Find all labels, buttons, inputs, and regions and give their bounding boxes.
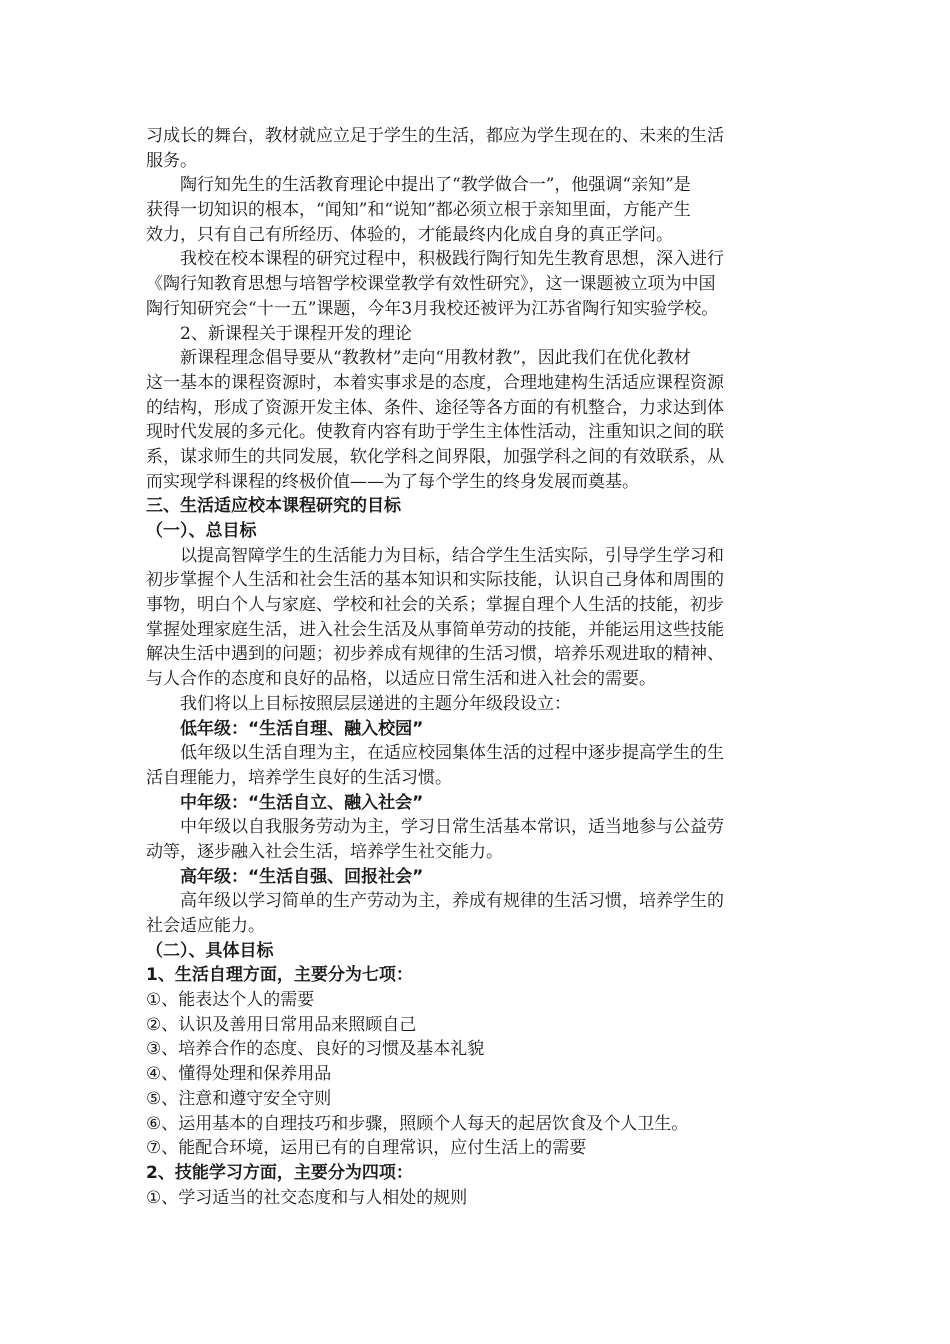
paragraph-line: 现时代发展的多元化。使教育内容有助于学生主体性活动，注重知识之间的联	[146, 422, 724, 443]
paragraph-line: 与人合作的态度和良好的品格，以适应日常生活和进入社会的需要。	[146, 669, 656, 690]
heading-line: 三、生活适应校本课程研究的目标	[146, 496, 401, 517]
heading-line: 低年级：“生活自理、融入校园”	[180, 718, 424, 739]
paragraph-line: 陶行知研究会“十一五”课题，今年3月我校还被评为江苏省陶行知实验学校。	[146, 298, 719, 319]
paragraph-line: 事物，明白个人与家庭、学校和社会的关系；掌握自理个人生活的技能，初步	[146, 595, 724, 616]
list-item: ①、能表达个人的需要	[146, 990, 315, 1011]
paragraph-line: 新课程理念倡导要从“教教材”走向“用教材教”，因此我们在优化教材	[180, 348, 691, 369]
paragraph-line: 系，谋求师生的共同发展，软化学科之间界限，加强学科之间的有效联系，从	[146, 446, 724, 467]
list-item: ①、学习适当的社交态度和与人相处的规则	[146, 1187, 468, 1208]
heading-line: （一）、总目标	[146, 521, 257, 541]
heading-line: 1、生活自理方面，主要分为七项：	[146, 965, 413, 986]
heading-line: 高年级：“生活自强、回报社会”	[180, 866, 424, 887]
heading-line: 2、技能学习方面，主要分为四项：	[146, 1162, 413, 1183]
paragraph-line: 而实现学科课程的终极价值——为了每个学生的终身发展而奠基。	[146, 471, 639, 492]
paragraph-line: 2、新课程关于课程开发的理论	[180, 323, 412, 344]
paragraph-line: 解决生活中遇到的问题；初步养成有规律的生活习惯，培养乐观进取的精神、	[146, 644, 724, 665]
document-body	[146, 124, 806, 1210]
paragraph-line: 获得一切知识的根本，“闻知”和“说知”都必须立根于亲知里面，方能产生	[146, 200, 691, 221]
paragraph-line: 的结构，形成了资源开发主体、条件、途径等各方面的有机整合，力求达到体	[146, 397, 724, 418]
paragraph-line: 习成长的舞台，教材就应立足于学生的生活，都应为学生现在的、未来的生活	[146, 126, 724, 146]
paragraph-line: 服务。	[146, 150, 197, 171]
paragraph-line: 这一基本的课程资源时，本着实事求是的态度，合理地建构生活适应课程资源	[146, 372, 724, 393]
paragraph-line: 我们将以上目标按照层层递进的主题分年级段设立：	[180, 693, 571, 714]
list-item: ⑦、能配合环境，运用已有的自理常识，应付生活上的需要	[146, 1138, 587, 1159]
list-item: ③、培养合作的态度、良好的习惯及基本礼貌	[146, 1039, 485, 1060]
paragraph-line: 低年级以生活自理为主，在适应校园集体生活的过程中逐步提高学生的生	[180, 743, 724, 764]
paragraph-line: 动等，逐步融入社会生活，培养学生社交能力。	[146, 841, 503, 862]
paragraph-line: 陶行知先生的生活教育理论中提出了“教学做合一”，他强调“亲知”是	[180, 175, 691, 196]
paragraph-line: 活自理能力，培养学生良好的生活习惯。	[146, 767, 452, 788]
paragraph-line: 以提高智障学生的生活能力为目标，结合学生生活实际，引导学生学习和	[180, 545, 724, 566]
list-item: ⑤、注意和遵守安全守则	[146, 1088, 332, 1109]
paragraph-line: 我校在校本课程的研究过程中，积极践行陶行知先生教育思想，深入进行	[180, 249, 724, 270]
list-item: ④、懂得处理和保养用品	[146, 1064, 332, 1085]
list-item: ②、认识及善用日常用品来照顾自己	[146, 1014, 417, 1035]
paragraph-line: 中年级以自我服务劳动为主，学习日常生活基本常识，适当地参与公益劳	[180, 817, 724, 838]
heading-line: （二）、具体目标	[146, 940, 274, 961]
list-item: ⑥、运用基本的自理技巧和步骤，照顾个人每天的起居饮食及个人卫生。	[146, 1113, 689, 1134]
paragraph-line: 《陶行知教育思想与培智学校课堂教学有效性研究》，这一课题被立项为中国	[146, 274, 716, 295]
heading-line: 中年级：“生活自立、融入社会”	[180, 792, 424, 813]
paragraph-line: 初步掌握个人生活和社会生活的基本知识和实际技能，认识自己身体和周围的	[146, 570, 724, 591]
paragraph-line: 社会适应能力。	[146, 916, 265, 936]
paragraph-line: 效力，只有自己有所经历、体验的，才能最终内化成自身的真正学问。	[146, 224, 673, 245]
paragraph-line: 高年级以学习简单的生产劳动为主，养成有规律的生活习惯，培养学生的	[180, 891, 724, 912]
paragraph-line: 掌握处理家庭生活，进入社会生活及从事简单劳动的技能，并能运用这些技能	[146, 619, 724, 640]
